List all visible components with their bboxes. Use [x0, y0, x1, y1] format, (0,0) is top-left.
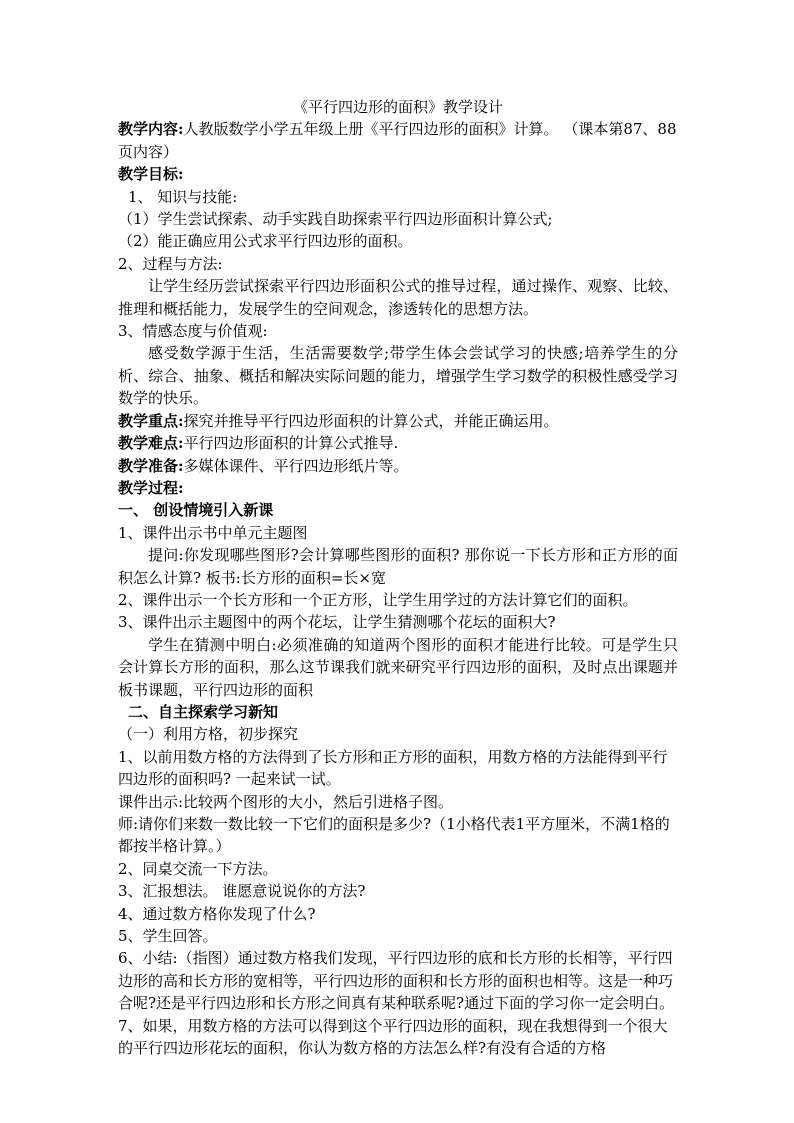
section1-step2: 2、课件出示一个长方形和一个正方形，让学生用学过的方法计算它们的面积。	[118, 590, 638, 609]
goal1-item-1: （1）学生尝试探索、动手实践自助探索平行四边形面积计算公式;	[118, 210, 553, 229]
goal3-heading: 3、情感态度与价值观:	[118, 322, 268, 341]
key-point-text: 探究并推导平行四边形面积的计算公式，并能正确运用。	[183, 411, 559, 430]
section2-teacher: 师:请你们来数一数比较一下它们的面积是多少?（1小格代表1平方厘米，不满1格的都按半格计算。）	[118, 815, 670, 856]
section2-heading: 二、自主探索学习新知	[128, 702, 279, 721]
key-point	[118, 410, 678, 432]
section1-step3: 3、课件出示主题图中的两个花坛，让学生猜测哪个花坛的面积大?	[118, 613, 556, 632]
process-heading: 教学过程:	[118, 478, 184, 497]
goal3-text: 感受数学源于生活，生活需要数学;带学生体会尝试学习的快感;培养学生的分析、综合、抽象、概括和解决实际问题的能力，增强学生学习数学的积极性感受学习数学的快乐。	[118, 344, 678, 408]
teaching-content-text: 人教版数学小学五年级上册《平行四边形的面积》计算。 （课本第87、88页内容）	[118, 120, 677, 161]
goal2-heading: 2、过程与方法:	[118, 254, 223, 273]
goals-heading: 教学目标:	[118, 165, 184, 184]
document-page	[118, 96, 678, 1059]
section2-show: 课件出示:比较两个图形的大小，然后引进格子图。	[118, 792, 454, 811]
key-point-label: 教学重点:	[118, 411, 184, 430]
document-title: 《平行四边形的面积》教学设计	[292, 98, 503, 116]
section2-item2: 2、同桌交流一下方法。	[118, 859, 278, 878]
preparation-text: 多媒体课件、平行四边形纸片等。	[183, 456, 409, 475]
difficulty-label: 教学难点:	[118, 434, 184, 453]
goal1-item-2: （2）能正确应用公式求平行四边形的面积。	[118, 232, 413, 251]
difficulty	[118, 432, 678, 454]
preparation-label: 教学准备:	[118, 456, 184, 475]
section2-item7: 7、如果，用数方格的方法可以得到这个平行四边形的面积，现在我想得到一个很大的平行四边形花坛的面积，你认为数方格的方法怎么样?有没有合适的方格	[118, 1016, 668, 1058]
goal2-text: 让学生经历尝试探索平行四边形面积公式的推导过程，通过操作、观察、比较、推理和概括能力，发展学生的空间观念，渗透转化的思想方法。	[118, 277, 678, 318]
section1-step1-text: 提问:你发现哪些图形?会计算哪些图形的面积? 那你说一下长方形和正方形的面积怎么计算? 板书:长方形的面积=长×宽	[118, 546, 678, 587]
section1-heading: 一、 创设情境引入新课	[118, 501, 274, 520]
section2-item1: 1、以前用数方格的方法得到了长方形和正方形的面积，用数方格的方法能得到平行四边形的面积吗? 一起来试一试。	[118, 747, 668, 789]
section2-item6: 6、小结:（指图）通过数方格我们发现，平行四边形的底和长方形的长相等，平行四边形的高和长方形的宽相等，平行四边形的面积和长方形的面积也相等。这是一种巧合呢?还是平行四边形和长方形之间真有某种联系呢?通过下面的学习你一定会明白。	[118, 949, 675, 1013]
difficulty-text: 平行四边形面积的计算公式推导.	[183, 434, 399, 453]
section2-item3: 3、汇报想法。 谁愿意说说你的方法?	[118, 882, 366, 901]
preparation	[118, 455, 678, 477]
section2-sub1: （一）利用方格，初步探究	[118, 725, 299, 744]
section2-item5: 5、学生回答。	[118, 927, 218, 946]
teaching-content	[118, 118, 678, 163]
section2-item4: 4、通过数方格你发现了什么?	[118, 904, 316, 923]
goal1-heading: 1、 知识与技能:	[128, 187, 238, 206]
teaching-content-label: 教学内容:	[118, 120, 184, 139]
section1-step1: 1、课件出示书中单元主题图	[118, 523, 308, 542]
section1-step3-text: 学生在猜测中明白:必须准确的知道两个图形的面积才能进行比较。可是学生只会计算长方形的面积，那么这节课我们就来研究平行四边形的面积，及时点出课题并板书课题，平行四边形的面积	[118, 635, 678, 699]
